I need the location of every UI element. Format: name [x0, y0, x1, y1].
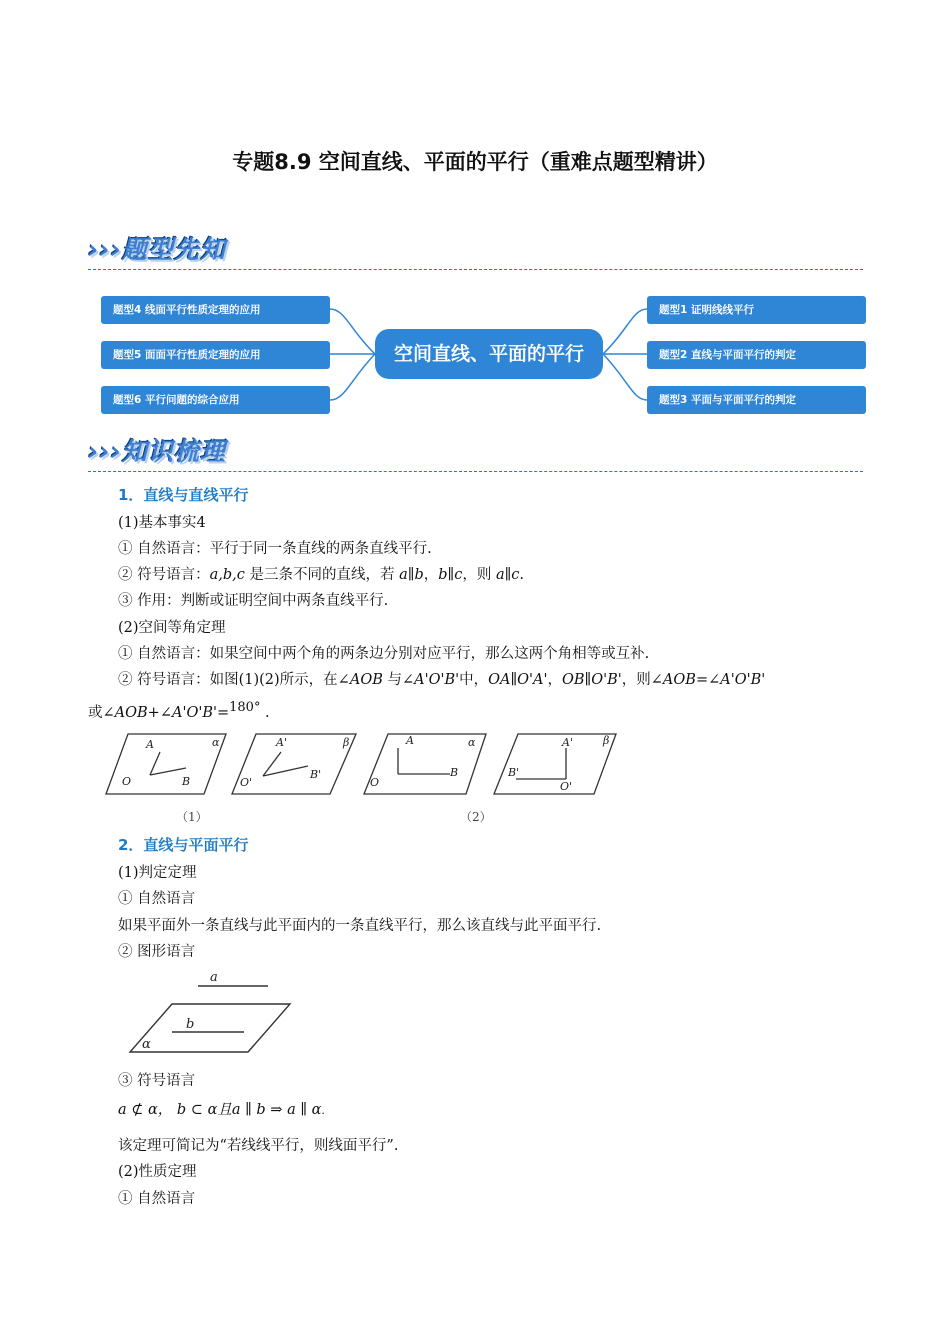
mindmap-topic-2: 题型2 直线与平面平行的判定	[647, 341, 866, 369]
text-line: ② 符号语言：如图(1)(2)所示，在∠AOB 与∠A'O'B'中，OA∥O'A'，OB∥O'B'，则∠AOB=∠A'O'B'	[118, 672, 766, 688]
equal-angle-figures	[100, 728, 630, 828]
mindmap-center: 空间直线、平面的平行	[375, 329, 603, 379]
fig-label: B'	[508, 766, 520, 779]
fig-label-alpha: α	[142, 1037, 151, 1052]
mindmap-topic-4: 题型4 线面平行性质定理的应用	[101, 296, 330, 324]
section-heading-2: 2．直线与平面平行	[118, 836, 249, 854]
fig-label: O	[370, 776, 380, 789]
banner-title: ›››题型先知	[88, 235, 226, 264]
section-heading-1: 1．直线与直线平行	[118, 486, 249, 504]
fig-label: O'	[240, 776, 253, 789]
text-line: (1)判定定理	[118, 865, 197, 881]
mindmap-topic-3: 题型3 平面与平面平行的判定	[647, 386, 866, 414]
fig-label: A'	[562, 736, 573, 749]
mindmap-topic-5: 题型5 面面平行性质定理的应用	[101, 341, 330, 369]
text-line: ③ 作用：判断或证明空间中两条直线平行.	[118, 593, 389, 609]
fig-label: O'	[560, 780, 573, 793]
fig-label: α	[468, 736, 476, 749]
text-line: (2)性质定理	[118, 1164, 197, 1180]
line-plane-figure	[124, 964, 304, 1059]
text-line: ① 自然语言：如果空间中两个角的两条边分别对应平行，那么这两个角相等或互补.	[118, 646, 650, 662]
text-line: ② 图形语言	[118, 944, 196, 960]
figure-caption-1: （1）	[176, 810, 208, 824]
fig-label: B	[450, 766, 459, 779]
fig-label: α	[212, 736, 220, 749]
mindmap-topic-1: 题型1 证明线线平行	[647, 296, 866, 324]
banner-title: ›››知识梳理	[88, 437, 226, 466]
fig-label-b: b	[186, 1017, 195, 1032]
text-line: ① 自然语言	[118, 891, 196, 907]
text-line: ① 自然语言	[118, 1191, 196, 1207]
section-banner-knowledge	[88, 432, 863, 472]
fig-label: O	[122, 775, 132, 788]
fig-label: β	[603, 734, 610, 747]
fig-label: A'	[276, 736, 287, 749]
page-title: 专题8.9 空间直线、平面的平行（重难点题型精讲）	[232, 150, 718, 174]
fig-label: β	[343, 736, 350, 749]
text-line: (2)空间等角定理	[118, 620, 226, 636]
fig-label: A	[146, 738, 154, 751]
text-line: 如果平面外一条直线与此平面内的一条直线平行，那么该直线与此平面平行.	[118, 918, 602, 934]
formula-line: a ⊄ α， b ⊂ α且a ∥ b ⇒ a ∥ α.	[118, 1102, 325, 1118]
text-line: 该定理可简记为“若线线平行，则线面平行”.	[118, 1138, 399, 1154]
text-line: ③ 符号语言	[118, 1073, 196, 1089]
mindmap-topic-6: 题型6 平行问题的综合应用	[101, 386, 330, 414]
fig-label: B'	[310, 768, 322, 781]
text-line: 或∠AOB+∠A'O'B'=$^{180^\circ}$ .	[88, 700, 270, 721]
text-line: (1)基本事实4	[118, 515, 206, 531]
dashed-divider	[88, 471, 863, 472]
fig-label: B	[182, 775, 191, 788]
text-line: ② 符号语言：a,b,c 是三条不同的直线，若 a∥b，b∥c，则 a∥c.	[118, 567, 525, 583]
fig-label: A	[406, 734, 414, 747]
text-line: ① 自然语言：平行于同一条直线的两条直线平行.	[118, 541, 432, 557]
fig-label-a: a	[210, 970, 218, 985]
figure-caption-2: （2）	[460, 810, 492, 824]
